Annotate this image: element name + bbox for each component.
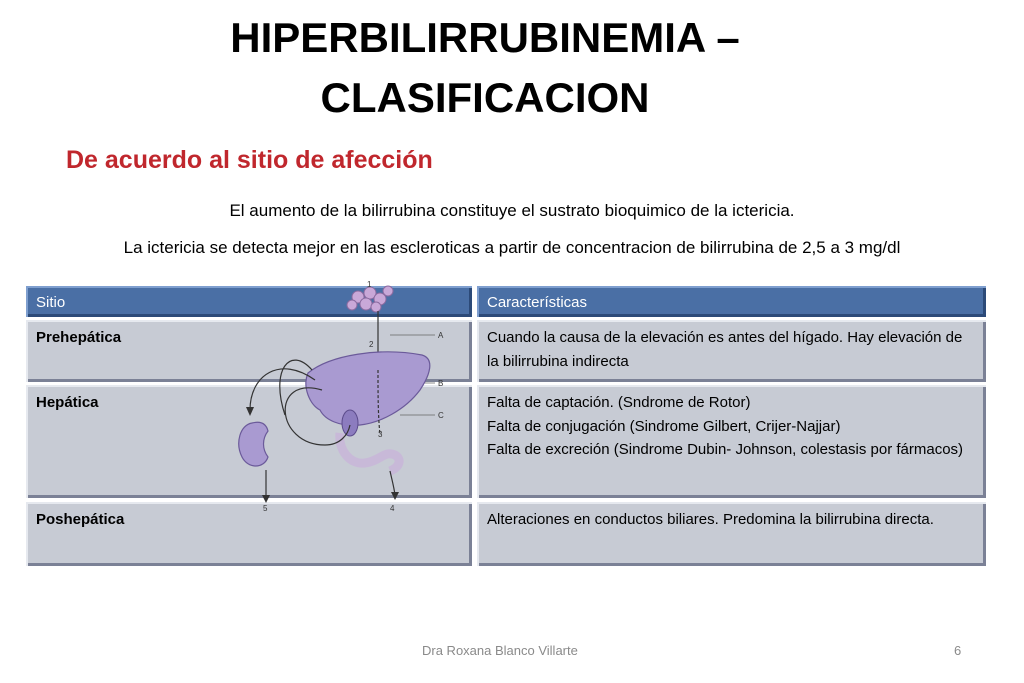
title-line-1: HIPERBILIRRUBINEMIA –	[230, 14, 740, 61]
header-sitio: Sitio	[25, 285, 473, 318]
cell-caracteristicas-poshepatica	[476, 501, 987, 567]
diagram-label: 3	[378, 430, 383, 439]
subtitle: De acuerdo al sitio de afección	[66, 146, 433, 174]
diagram-label: C	[438, 411, 444, 420]
cell-sitio-prehepatica: Prehepática	[25, 319, 473, 383]
diagram-label: A	[438, 331, 444, 340]
kidney-icon	[239, 422, 268, 466]
flow-arrow	[250, 369, 315, 410]
liver-kidney-diagram	[230, 275, 460, 515]
gallbladder-icon	[342, 410, 358, 436]
title-line-2: CLASIFICACION	[320, 74, 650, 121]
diagram-label: B	[438, 379, 444, 388]
liver-icon	[306, 352, 430, 425]
cell-caracteristicas-hepatica	[476, 384, 987, 499]
caracteristica-line: Alteraciones en conductos biliares. Predomina la bilirrubina directa.	[487, 511, 934, 528]
text-line-1: El aumento de la bilirrubina constituye el sustrato bioquimico de la ictericia.	[229, 201, 795, 220]
cell-sitio-poshepatica: Poshepática	[25, 501, 473, 567]
diagram-label: 2	[369, 340, 374, 349]
diagram-label: 4	[390, 504, 395, 513]
header-caracteristicas: Características	[476, 285, 987, 318]
blood-cells-icon	[347, 286, 393, 312]
text-line-2: La ictericia se detecta mejor en las escleroticas a partir de concentracion de bilirrubina de 2,5 a 3 mg/dl	[123, 238, 901, 257]
classification-table	[25, 285, 987, 567]
footer-author: Dra Roxana Blanco Villarte	[422, 643, 578, 658]
diagram-label: 5	[263, 504, 268, 513]
caracteristica-line: Falta de captación. (Sndrome de Rotor)	[487, 394, 751, 411]
diagram-label: 1	[367, 280, 372, 289]
caracteristica-line: Falta de conjugación (Sindrome Gilbert, Crijer-Najjar)	[487, 417, 841, 435]
caracteristica-line: Cuando la causa de la elevación es antes del hígado. Hay elevación de la bilirrubina indirecta	[487, 329, 963, 370]
slide-title	[0, 8, 970, 128]
caracteristica-line: Falta de excreción (Sindrome Dubin- Johnson, colestasis por fármacos)	[487, 441, 964, 458]
cell-caracteristicas-prehepatica	[476, 319, 987, 383]
page-number: 6	[954, 643, 962, 658]
intestine-icon	[340, 433, 399, 471]
cell-sitio-hepatica: Hepática	[25, 384, 473, 499]
